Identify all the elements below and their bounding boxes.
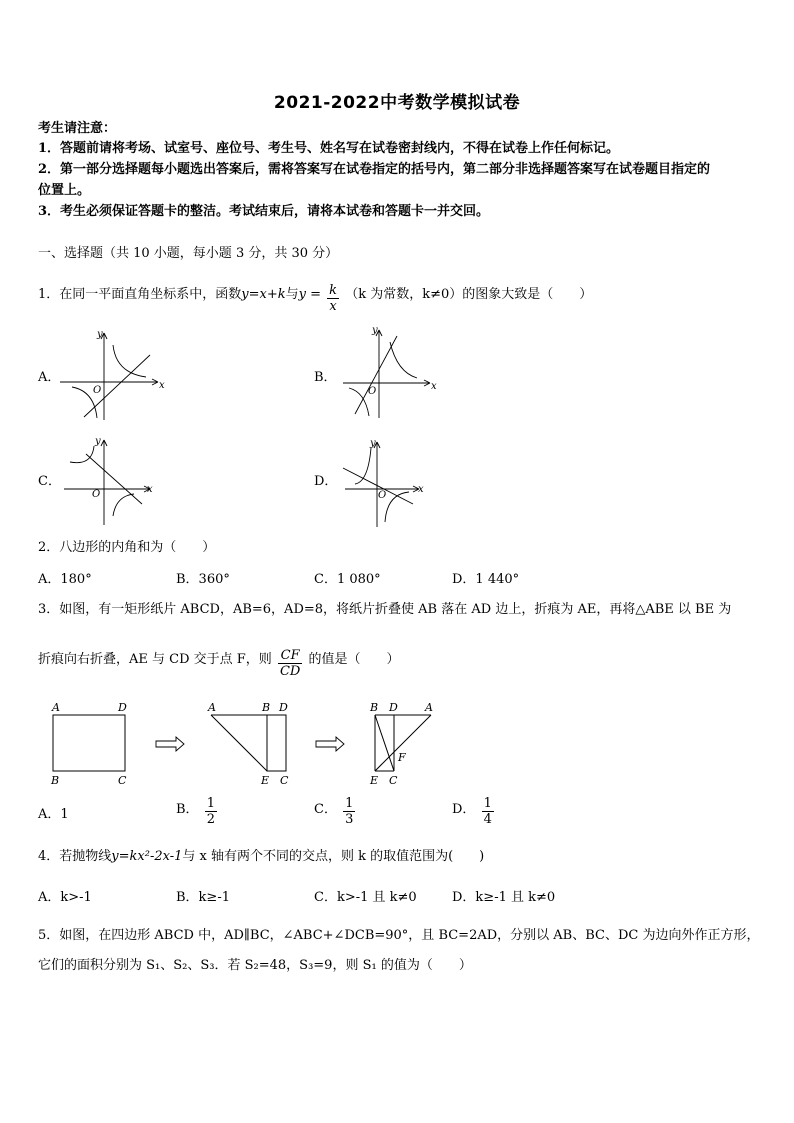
q1-graph-c bbox=[58, 432, 168, 532]
q1c-origin: O bbox=[92, 489, 101, 500]
q1d-x-label: x bbox=[418, 484, 424, 495]
q1-option-d[interactable]: D． bbox=[314, 474, 338, 489]
q1-fraction bbox=[327, 283, 339, 314]
q1a-origin: O bbox=[93, 385, 102, 396]
q3-option-c-frac bbox=[343, 796, 355, 827]
q3-option-b-label: B． bbox=[176, 802, 199, 817]
fig3-label-f: F bbox=[398, 751, 406, 764]
q3-frac-den: CD bbox=[279, 664, 301, 679]
q4-func: y=kx²-2x-1 bbox=[111, 849, 183, 864]
fig1-label-a: A bbox=[52, 701, 60, 714]
q1d-origin: O bbox=[378, 490, 387, 501]
q1-stem-b: （k 为常数，k≠0）的图象大致是（ ） bbox=[345, 287, 593, 302]
q3-fraction bbox=[278, 648, 302, 679]
q1-frac-num: k bbox=[329, 283, 338, 298]
q3-stem-2b: 的值是（ ） bbox=[308, 652, 400, 667]
q3-option-d-label: D． bbox=[452, 802, 476, 817]
q5-stem-1: 5．如图，在四边形 ABCD 中，AD∥BC，∠ABC+∠DCB=90°，且 BC=2AD，分别以 AB、BC、DC 为边向外作正方形， bbox=[38, 928, 760, 943]
q3-option-b-frac bbox=[205, 796, 217, 827]
q3-stem-2a: 折痕向右折叠，AE 与 CD 交于点 F，则 bbox=[38, 652, 272, 667]
fig1-label-c: C bbox=[118, 774, 127, 787]
q1a-y-label: y bbox=[97, 329, 103, 340]
q2-option-d[interactable]: D．1 440° bbox=[452, 572, 520, 587]
fig1-label-b: B bbox=[51, 774, 60, 787]
q1-frac-den: x bbox=[329, 299, 337, 314]
fig2-label-a: A bbox=[208, 701, 216, 714]
q1d-y-label: y bbox=[370, 438, 376, 449]
q3-stem-2 bbox=[38, 648, 399, 679]
q3-option-d[interactable] bbox=[452, 796, 496, 827]
notice-heading: 考生请注意： bbox=[38, 121, 117, 136]
fig3-label-c: C bbox=[389, 774, 398, 787]
q1b-y-label: y bbox=[372, 325, 378, 336]
q1c-x-label: x bbox=[147, 484, 153, 495]
q1c-y-label: y bbox=[95, 436, 101, 447]
q1-func2-lhs: y = bbox=[298, 287, 322, 302]
q1a-x-label: x bbox=[159, 380, 165, 391]
q1-graph-b bbox=[335, 322, 445, 422]
q3-option-a[interactable]: A．1 bbox=[38, 807, 69, 822]
q4-stem-b: 与 x 轴有两个不同的交点，则 k 的取值范围为( ) bbox=[182, 849, 485, 864]
fig2-label-c: C bbox=[280, 774, 289, 787]
q1-graph-d bbox=[335, 432, 445, 532]
q3-b-den: 2 bbox=[206, 812, 215, 827]
q5-stem-2: 它们的面积分别为 S₁、S₂、S₃．若 S₂=48，S₃=9，则 S₁ 的值为（ ） bbox=[38, 958, 472, 973]
q3-d-den: 4 bbox=[483, 812, 492, 827]
notice-item-2-cont: 位置上。 bbox=[38, 183, 91, 198]
fig3-label-d: D bbox=[389, 701, 398, 714]
q1b-x-label: x bbox=[431, 381, 437, 392]
q1-option-b[interactable]: B． bbox=[314, 370, 337, 385]
q1-stem-a: 1．在同一平面直角坐标系中，函数 bbox=[38, 287, 242, 302]
fig2-label-d: D bbox=[279, 701, 288, 714]
page-title: 2021-2022中考数学模拟试卷 bbox=[273, 93, 521, 113]
q1-stem bbox=[38, 283, 592, 314]
q4-stem bbox=[38, 848, 484, 866]
q1-graph-a bbox=[58, 325, 168, 425]
q1-mid: 与 bbox=[285, 287, 299, 302]
q3-stem-1: 3．如图，有一矩形纸片 ABCD，AB=6，AD=8，将纸片折叠使 AB 落在 AD 边上，折痕为 AE，再将△ABE 以 BE 为 bbox=[38, 602, 732, 617]
q2-option-c[interactable]: C．1 080° bbox=[314, 572, 381, 587]
notice-item-2: 2．第一部分选择题每小题选出答案后，需将答案写在试卷指定的括号内，第二部分非选择题答案写在试卷题目指定的 bbox=[38, 162, 711, 177]
q3-folding-figure bbox=[44, 696, 464, 790]
q3-option-d-frac bbox=[482, 796, 494, 827]
q4-option-d[interactable]: D．k≥-1 且 k≠0 bbox=[452, 890, 556, 905]
q4-stem-a: 4．若抛物线 bbox=[38, 849, 112, 864]
q3-frac-num: CF bbox=[278, 648, 302, 664]
notice-item-3: 3．考生必须保证答题卡的整洁。考试结束后，请将本试卷和答题卡一并交回。 bbox=[38, 204, 490, 219]
fig2-label-e: E bbox=[261, 774, 270, 787]
q1-option-a[interactable]: A． bbox=[38, 370, 61, 385]
q1-option-c[interactable]: C． bbox=[38, 474, 61, 489]
q3-c-den: 3 bbox=[345, 812, 354, 827]
q2-option-a[interactable]: A．180° bbox=[38, 572, 92, 587]
arrow-icon-2 bbox=[316, 737, 344, 751]
q2-stem: 2．八边形的内角和为（ ） bbox=[38, 540, 216, 555]
q3-option-c-label: C． bbox=[314, 802, 337, 817]
q4-option-a[interactable]: A．k>-1 bbox=[38, 890, 92, 905]
fig3-label-b: B bbox=[370, 701, 379, 714]
section-heading: 一、选择题（共 10 小题，每小题 3 分，共 30 分） bbox=[38, 246, 339, 261]
q3-option-c[interactable] bbox=[314, 796, 357, 827]
q3-c-num: 1 bbox=[345, 796, 354, 811]
q3-d-num: 1 bbox=[483, 796, 492, 811]
fig3-label-a: A bbox=[425, 701, 433, 714]
fig1-label-d: D bbox=[118, 701, 127, 714]
q4-option-c[interactable]: C．k>-1 且 k≠0 bbox=[314, 890, 417, 905]
arrow-icon-1 bbox=[156, 737, 184, 751]
q3-option-b[interactable] bbox=[176, 796, 219, 827]
q1-func1: y=x+k bbox=[241, 287, 286, 302]
q2-option-b[interactable]: B．360° bbox=[176, 572, 230, 587]
q4-option-b[interactable]: B．k≥-1 bbox=[176, 890, 230, 905]
fig2-label-b: B bbox=[262, 701, 271, 714]
q1b-origin: O bbox=[368, 386, 377, 397]
notice-item-1: 1．答题前请将考场、试室号、座位号、考生号、姓名写在试卷密封线内，不得在试卷上作任何标记。 bbox=[38, 141, 620, 156]
fig3-label-e: E bbox=[370, 774, 379, 787]
q3-b-num: 1 bbox=[206, 796, 215, 811]
